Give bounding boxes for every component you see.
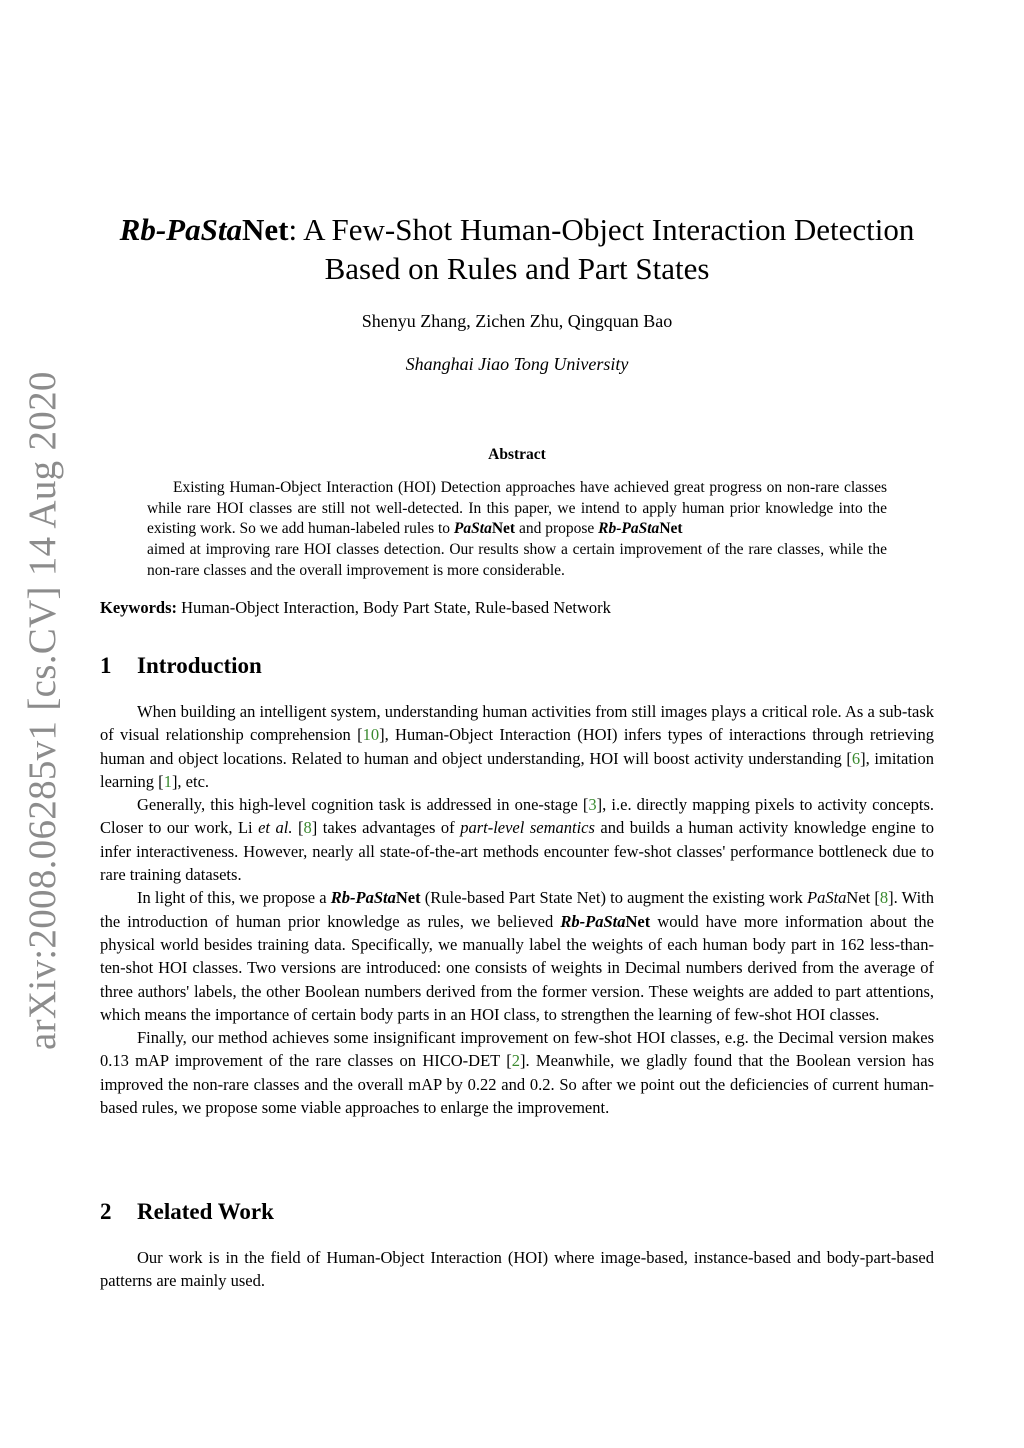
keywords-text: Human-Object Interaction, Body Part State, Rule-based Network — [177, 598, 611, 617]
text-run: Net — [395, 888, 421, 908]
citation-link[interactable]: 6 — [851, 748, 861, 768]
abstract-text: aimed at improving rare HOI classes detection. Our results show a certain improvement of the rare classes, while the non-rare classes and the overall improvement is more considerable. — [147, 541, 887, 579]
text-run: Net — [625, 911, 651, 931]
citation-link[interactable]: 8 — [879, 888, 889, 908]
text-run: PaSta — [807, 888, 847, 908]
text-run: ], i.e. directly mapping pixels to activity concepts. Closer to our work, Li — [100, 795, 934, 838]
section-number: 1 — [100, 653, 112, 678]
text-run: ], imitation learning [ — [100, 748, 934, 791]
section-title: Related Work — [137, 1199, 274, 1224]
section-heading-related-work — [100, 1199, 934, 1225]
abstract-heading: Abstract — [488, 446, 546, 463]
paragraph — [100, 886, 934, 1026]
text-run: would have more information about the physical world besides training data. Specifically, we manually label the weights of each human body part in 162 less-than-ten-shot HOI classes. Two versions are introduced: one consists of weights in Decimal numbers derived from the average of three authors' labels, the other Boolean numbers derived from the former version. These weights are added to part attentions, which means the importance of certain body parts in an HOI class, to strengthen the learning of few-shot HOI classes. — [100, 911, 935, 1024]
abstract-text: and propose — [515, 520, 599, 538]
text-run: et al. — [258, 818, 293, 838]
citation-link[interactable]: 3 — [588, 795, 597, 815]
abstract-net: Net — [491, 520, 516, 538]
text-run: part-level semantics — [460, 818, 595, 838]
title-name-italic: Rb-PaSta — [119, 212, 242, 247]
abstract-rbpasta: Rb-PaSta — [598, 520, 660, 538]
paragraph: Our work is in the field of Human-Object Interaction (HOI) where image-based, instance-based and body-part-based patterns are mainly used. — [100, 1248, 934, 1291]
authors: Shenyu Zhang, Zichen Zhu, Qingquan Bao — [361, 311, 673, 331]
affiliation: Shanghai Jiao Tong University — [405, 354, 629, 374]
citation-link[interactable]: 8 — [303, 818, 312, 838]
paragraph — [100, 1026, 934, 1119]
abstract-body — [147, 478, 887, 582]
text-run: ]. With the introduction of human prior knowledge as rules, we believed — [100, 888, 935, 931]
text-run: Generally, this high-level cognition task is addressed in one-stage [ — [137, 795, 589, 815]
text-run: When building an intelligent system, understanding human activities from still images plays a critical role. As a sub-task of visual relationship comprehension [ — [100, 702, 934, 745]
abstract-text: Existing Human-Object Interaction (HOI) Detection approaches have achieved great progress on non-rare classes while rare HOI classes are still not well-detected. In this paper, we intend to apply human prior knowledge into the existing work. So we add human-labeled rules to — [147, 479, 887, 538]
abstract-net: Net — [659, 520, 683, 538]
section-heading-introduction — [100, 653, 934, 679]
arxiv-side-stamp: arXiv:2008.06285v1 [cs.CV] 14 Aug 2020 — [21, 371, 64, 1050]
section-number: 2 — [100, 1199, 112, 1224]
citation-link[interactable]: 2 — [511, 1051, 520, 1071]
text-run: Finally, our method achieves some insignificant improvement on few-shot HOI classes, e.g. the Decimal version makes 0.13 mAP improvement of the rare classes on HICO-DET [ — [100, 1028, 934, 1071]
paragraph — [100, 700, 934, 793]
introduction-body — [100, 700, 934, 1119]
related-work-body — [100, 1246, 934, 1293]
text-run: Rb-PaSta — [560, 911, 626, 931]
title-line2: Based on Rules and Part States — [324, 251, 710, 286]
keywords — [100, 598, 934, 618]
abstract-pasta: PaSta — [453, 520, 492, 538]
text-run: ], etc. — [171, 771, 210, 791]
text-run: ] takes advantages of — [311, 818, 461, 838]
text-run: ], Human-Object Interaction (HOI) infers types of interactions through retrieving human and object locations. Related to human and object understanding, HOI will boost activity understanding [ — [100, 725, 934, 768]
keywords-label: Keywords: — [100, 598, 177, 617]
title-name-rest: Net — [241, 212, 289, 247]
citation-link[interactable]: 1 — [163, 771, 172, 791]
paper-title — [100, 210, 934, 288]
text-run: In light of this, we propose a — [137, 888, 331, 908]
text-run: Rb-PaSta — [330, 888, 396, 908]
text-run: Net [ — [846, 888, 880, 908]
text-run: [ — [292, 818, 304, 838]
section-title: Introduction — [137, 653, 262, 678]
citation-link[interactable]: 10 — [362, 725, 380, 745]
text-run: ]. Meanwhile, we gladly found that the Boolean version has improved the non-rare classes and the overall mAP by 0.22 and 0.2. So after we point out the deficiencies of current human-based rules, we propose some viable approaches to enlarge the improvement. — [100, 1051, 934, 1118]
title-line1-rest: : A Few-Shot Human-Object Interaction Detection — [288, 212, 915, 247]
paragraph — [100, 793, 934, 886]
text-run: (Rule-based Part State Net) to augment the existing work — [420, 888, 807, 908]
text-run: and builds a human activity knowledge engine to infer interactiveness. However, nearly all state-of-the-art methods encounter few-shot classes' performance bottleneck due to rare training datasets. — [100, 818, 934, 885]
